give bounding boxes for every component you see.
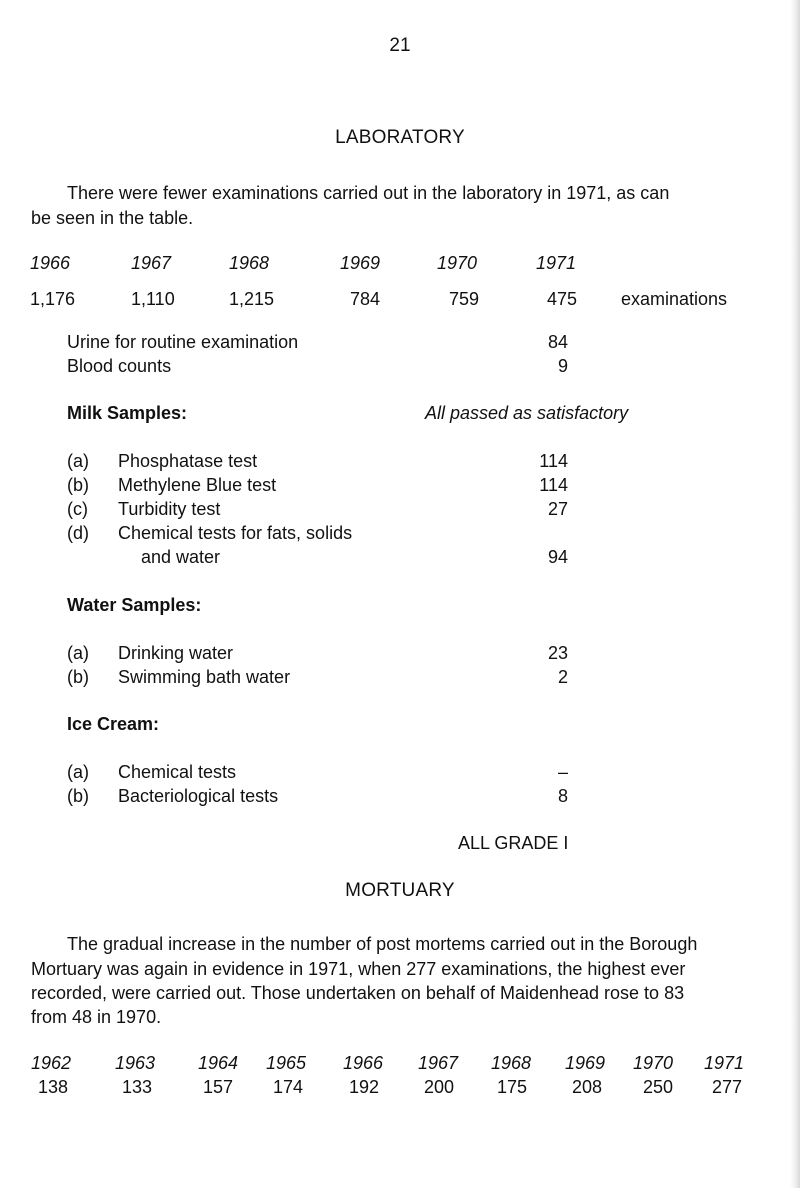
routine-label-blood: Blood counts [67, 356, 172, 376]
water-item-value-b: 2 [557, 667, 568, 687]
mortuary-heading: MORTUARY [345, 880, 455, 901]
mortuary-year-1971: 1971 [704, 1053, 745, 1073]
mortuary-year-1962: 1962 [31, 1053, 72, 1073]
milk-item-value-b: 114 [539, 475, 568, 495]
mortuary-count-1968: 175 [497, 1077, 528, 1097]
milk-item-letter-a: (a) [67, 451, 89, 471]
lab-year-1970: 1970 [437, 253, 478, 273]
mortuary-year-1968: 1968 [491, 1053, 532, 1073]
routine-value-blood: 9 [557, 356, 568, 376]
lab-count-1969: 784 [350, 289, 381, 309]
mortuary-year-1967: 1967 [418, 1053, 459, 1073]
ice-cream-grade: ALL GRADE I [458, 833, 569, 853]
water-item-letter-b: (b) [67, 667, 89, 687]
milk-item-label-d: Chemical tests for fats, solids [118, 523, 353, 543]
water-item-label-b: Swimming bath water [118, 667, 291, 687]
lab-count-unit: examinations [621, 289, 728, 309]
ice-cream-item-value-b: 8 [557, 786, 568, 806]
laboratory-heading: LABORATORY [335, 127, 465, 148]
mortuary-year-1965: 1965 [266, 1053, 307, 1073]
milk-item-value-c: 27 [547, 499, 568, 519]
lab-count-1966: 1,176 [30, 289, 76, 309]
milk-samples-title: Milk Samples: [67, 403, 188, 423]
milk-samples-status: All passed as satisfactory [425, 403, 629, 423]
ice-cream-item-letter-b: (b) [67, 786, 89, 806]
scan-edge-shadow [790, 0, 800, 1188]
milk-item-label-d-continued: and water [141, 547, 221, 567]
lab-count-1967: 1,110 [131, 289, 175, 309]
ice-cream-title: Ice Cream: [67, 714, 160, 734]
lab-count-1970: 759 [449, 289, 480, 309]
mortuary-paragraph-line-1: The gradual increase in the number of post mortems carried out in the Borough [67, 934, 698, 954]
mortuary-count-1963: 133 [122, 1077, 153, 1097]
mortuary-year-1970: 1970 [633, 1053, 674, 1073]
milk-item-value-a: 114 [539, 451, 568, 471]
laboratory-intro-line-1: There were fewer examinations carried out in the laboratory in 1971, as can [67, 183, 670, 203]
milk-item-label-b: Methylene Blue test [118, 475, 277, 495]
mortuary-count-1962: 138 [38, 1077, 69, 1097]
mortuary-count-1970: 250 [643, 1077, 674, 1097]
lab-year-1966: 1966 [30, 253, 71, 273]
water-item-letter-a: (a) [67, 643, 89, 663]
mortuary-count-1966: 192 [349, 1077, 380, 1097]
mortuary-count-1969: 208 [572, 1077, 603, 1097]
milk-item-label-c: Turbidity test [118, 499, 221, 519]
mortuary-year-1969: 1969 [565, 1053, 606, 1073]
milk-item-label-a: Phosphatase test [118, 451, 258, 471]
mortuary-year-1964: 1964 [198, 1053, 239, 1073]
mortuary-count-1971: 277 [712, 1077, 743, 1097]
water-item-label-a: Drinking water [118, 643, 234, 663]
lab-year-1968: 1968 [229, 253, 270, 273]
routine-value-urine: 84 [547, 332, 568, 352]
routine-label-urine: Urine for routine examination [67, 332, 299, 352]
lab-year-1969: 1969 [340, 253, 381, 273]
mortuary-count-1965: 174 [273, 1077, 304, 1097]
lab-year-1971: 1971 [536, 253, 577, 273]
laboratory-intro-line-2: be seen in the table. [31, 208, 194, 228]
ice-cream-item-value-a: – [557, 762, 568, 782]
lab-count-1968: 1,215 [229, 289, 275, 309]
mortuary-count-1964: 157 [203, 1077, 234, 1097]
page-number: 21 [389, 35, 411, 56]
mortuary-paragraph-line-3: recorded, were carried out. Those undertaken on behalf of Maidenhead rose to 83 [31, 983, 685, 1003]
mortuary-count-1967: 200 [424, 1077, 455, 1097]
milk-item-value-d: 94 [547, 547, 568, 567]
lab-year-1967: 1967 [131, 253, 172, 273]
mortuary-paragraph-line-2: Mortuary was again in evidence in 1971, when 277 examinations, the highest ever [31, 959, 686, 979]
mortuary-year-1963: 1963 [115, 1053, 156, 1073]
water-item-value-a: 23 [547, 643, 568, 663]
lab-count-1971: 475 [547, 289, 578, 309]
milk-item-letter-d: (d) [67, 523, 89, 543]
ice-cream-item-letter-a: (a) [67, 762, 89, 782]
mortuary-year-1966: 1966 [343, 1053, 384, 1073]
water-samples-title: Water Samples: [67, 595, 202, 615]
ice-cream-item-label-b: Bacteriological tests [118, 786, 279, 806]
milk-item-letter-b: (b) [67, 475, 89, 495]
ice-cream-item-label-a: Chemical tests [118, 762, 237, 782]
milk-item-letter-c: (c) [67, 499, 88, 519]
mortuary-paragraph-line-4: from 48 in 1970. [31, 1007, 162, 1027]
